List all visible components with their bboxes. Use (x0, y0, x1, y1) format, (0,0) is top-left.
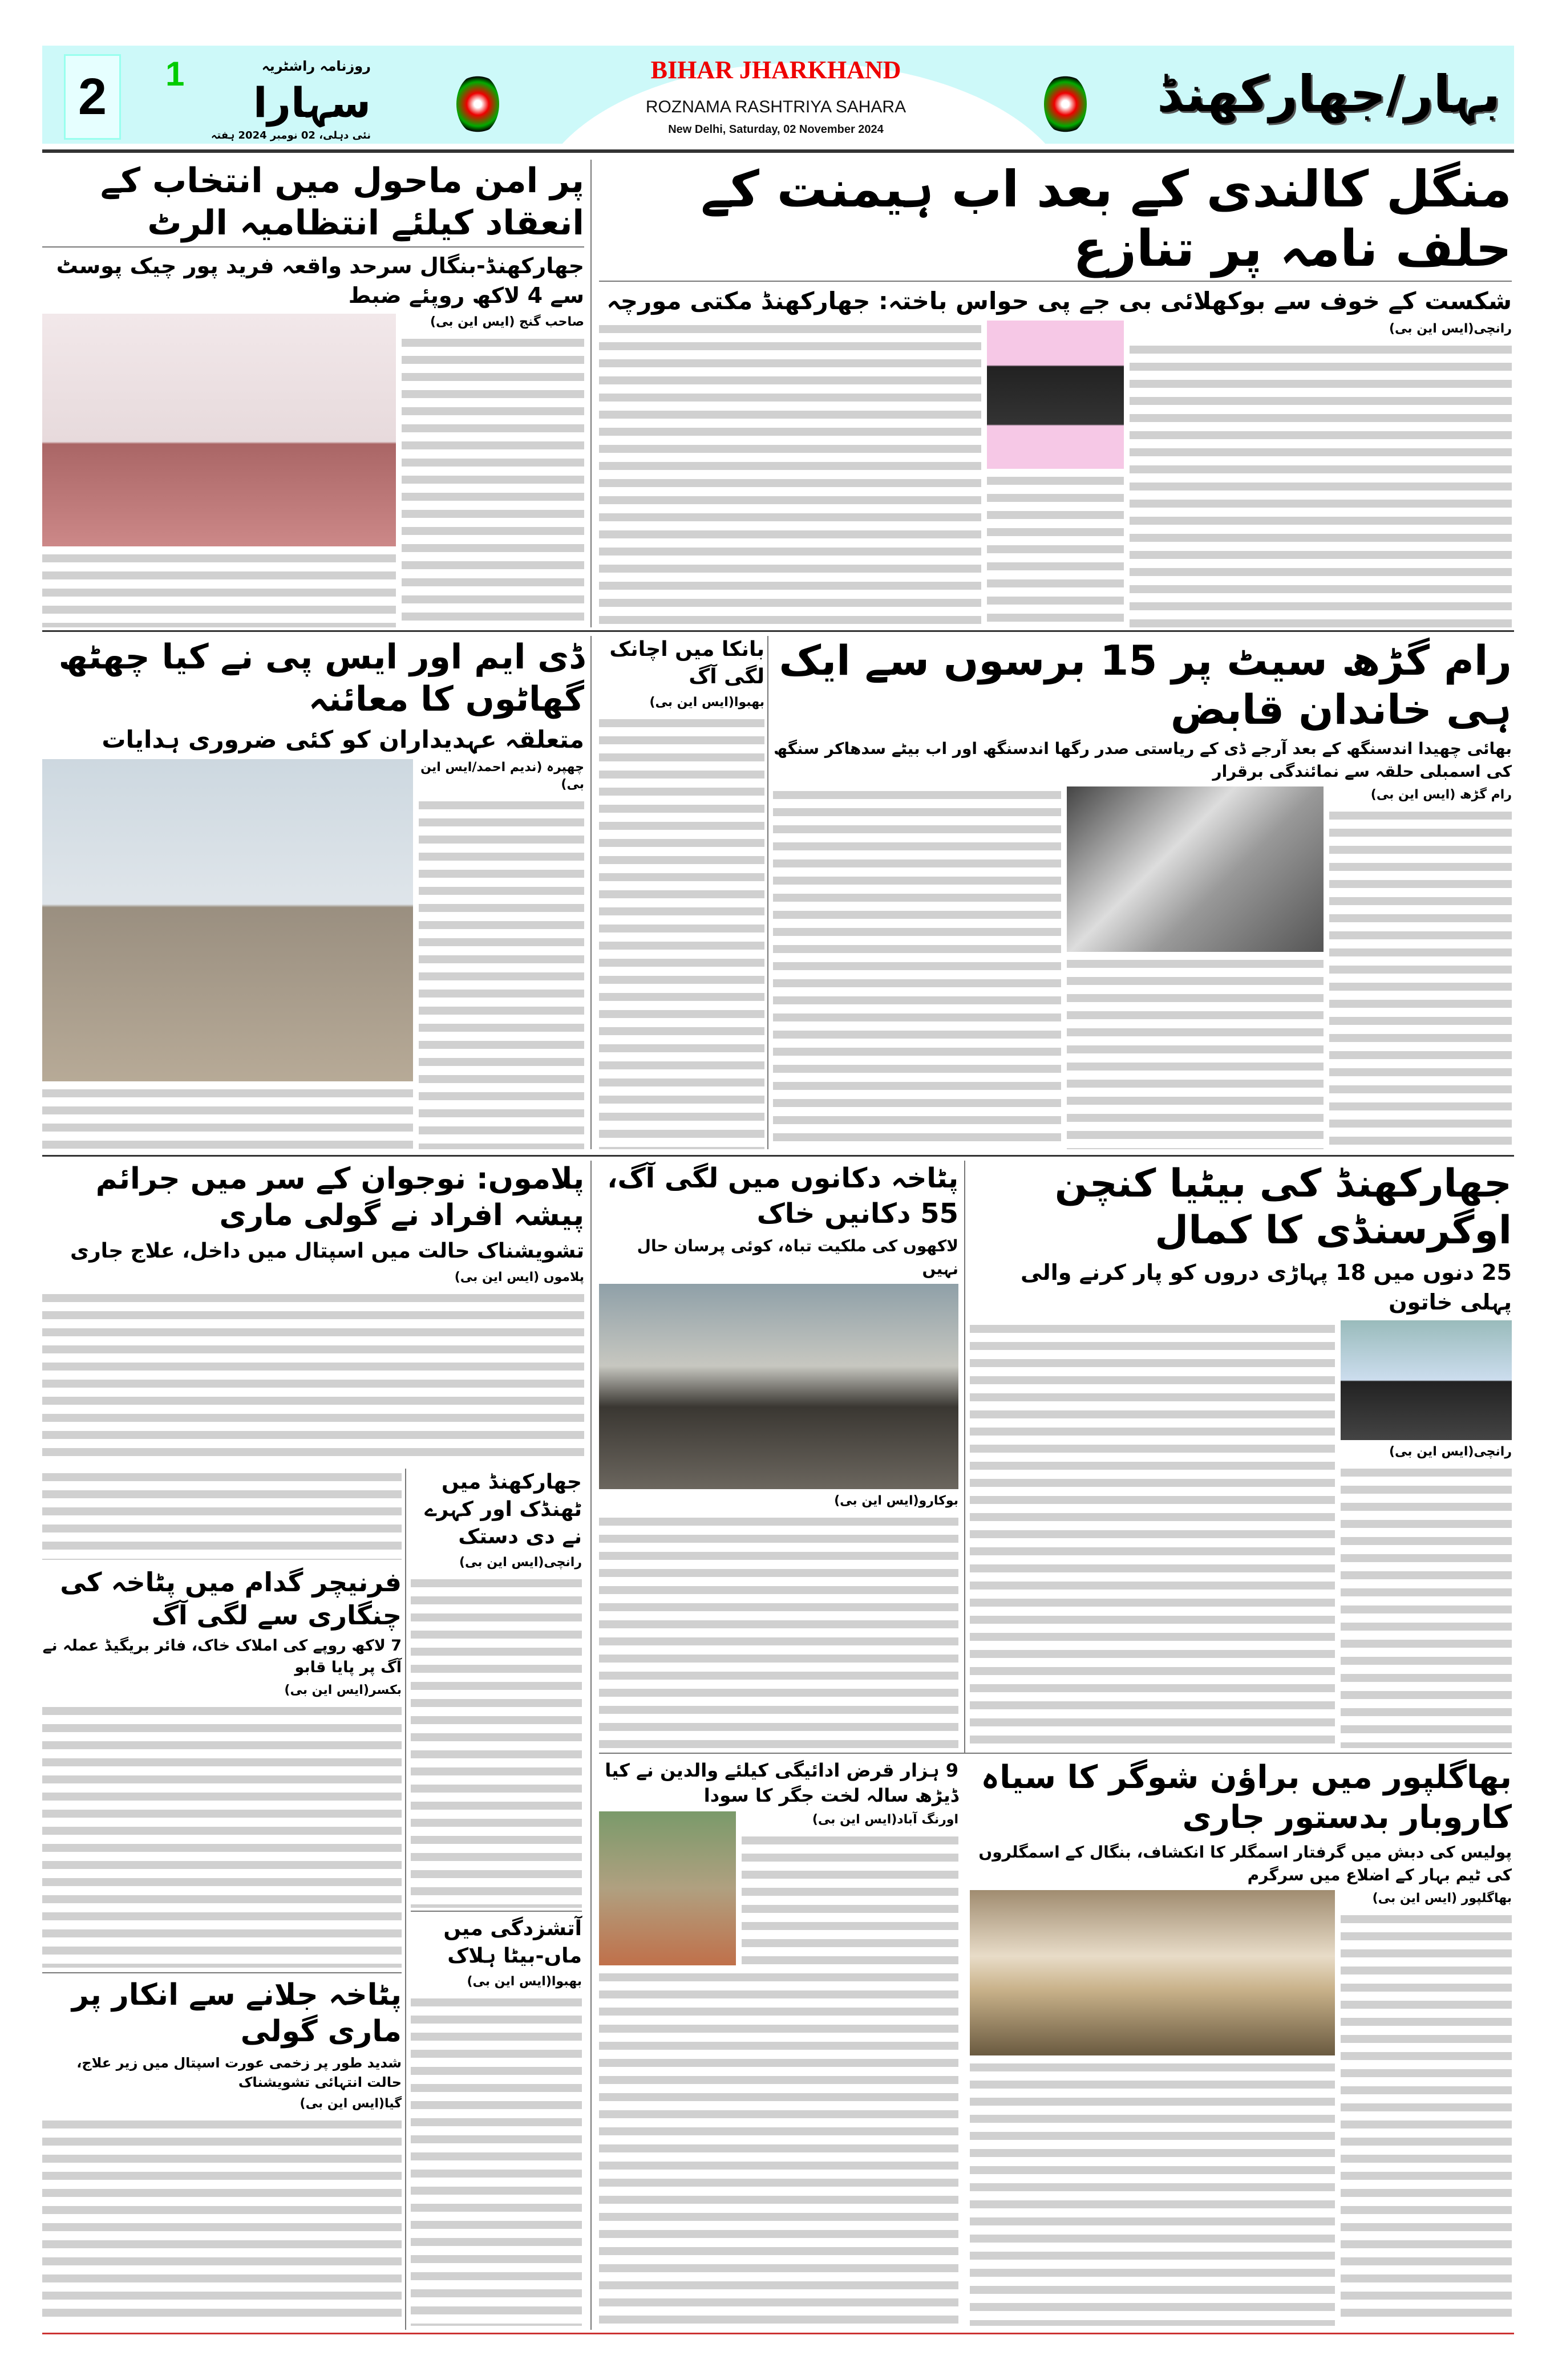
shot-headline: پٹاخہ جلانے سے انکار پر ماری گولی (71, 1978, 402, 2049)
brown-sugar-headline: بھاگلپور میں براؤن شوگر کا سیاہ کاروبار بدستور جاری (981, 1759, 1512, 1836)
shot-subhead: شدید طور پر زخمی عورت اسپتال میں زیر علاج، حالت انتہائی تشویشناک (76, 2055, 402, 2090)
dm-sp-subhead: متعلقہ عہدیداران کو کئی ضروری ہدایات (102, 725, 584, 753)
bank-fire-byline: بھبوا(ایس این بی) (649, 695, 764, 709)
brown-sugar-body-right (1341, 1911, 1512, 2326)
lead-headline: منگل کالندی کے بعد اب ہیمنت کے حلف نامہ پر تنازع (599, 160, 1512, 282)
column-divider (964, 1161, 965, 1754)
ramgarh-headline: رام گڑھ سیٹ پر 15 برسوں سے ایک ہی خاندان قابض (779, 636, 1512, 733)
beti-story (970, 1161, 1512, 1748)
brown-sugar-subhead: پولیس کی دبش میں گرفتار اسمگلر کا انکشاف، بنگال کے اسمگلروں کی ٹیم بہار کے اضلاع میں سرگرم (978, 1843, 1512, 1884)
palamu-body (42, 1290, 584, 1463)
election-subhead: جھارکھنڈ-بنگال سرحد واقعہ فرید پور چیک پوسٹ سے 4 لاکھ روپئے ضبط (56, 253, 584, 308)
dm-sp-headline: ڈی ایم اور ایس پی نے کیا چھٹھ گھاٹوں کا معائنہ (58, 637, 584, 719)
dm-sp-right-column (419, 759, 584, 1149)
lead-subhead: شکست کے خوف سے بوکھلائی بی جے پی حواس باختہ: جھارکھنڈ مکتی مورچہ (606, 287, 1512, 315)
column-divider (590, 160, 592, 627)
ramgarh-body-left (773, 786, 1061, 1149)
anniversary-mark: 1 (165, 55, 185, 93)
firecracker-shops-story (599, 1161, 958, 1748)
godown-body (42, 1702, 402, 1968)
dm-sp-content (42, 759, 584, 1149)
debt-headline: 9 ہزار قرض ادائیگی کیلئے والدین نے کیا ڈیڑھ سالہ لخت جگر کا سودا (605, 1759, 958, 1806)
lead-byline: رانچی(ایس این بی) (1389, 322, 1512, 336)
lead-right-column (1130, 321, 1512, 627)
footer-rule (42, 2333, 1514, 2334)
ramgarh-body-right (1329, 807, 1512, 1149)
dateline: New Delhi, Saturday, 02 November 2024 (668, 123, 884, 136)
brown-sugar-right-column (1341, 1890, 1512, 2326)
palamu-byline: پلاموں (ایس این بی) (454, 1270, 584, 1284)
brown-sugar-body (970, 2059, 1335, 2326)
palamu-subhead: تشویشناک حالت میں اسپتال میں داخل، علاج جاری (70, 1239, 584, 1263)
column-divider (590, 636, 592, 1149)
chhath-tragedy-headline: جھارکھنڈ میں ٹھنڈک اور کہرے نے دی دستک (424, 1470, 582, 1548)
beti-right-column (1341, 1320, 1512, 1748)
section-rule (42, 630, 1514, 632)
election-left-column (42, 314, 396, 627)
divider (599, 1753, 1512, 1754)
shot-byline: گیا(ایس این بی) (300, 2097, 402, 2111)
election-byline: صاحب گنج (ایس این بی) (430, 315, 584, 329)
firecracker-shops-body (599, 1513, 958, 1748)
column-divider (590, 1161, 592, 2330)
mother-son-headline: آتشزدگی میں ماں-بیٹا ہلاک (443, 1917, 582, 1968)
mother-son-byline: بھبوا(ایس این بی) (467, 1974, 582, 1989)
beti-photo (1341, 1320, 1512, 1440)
election-photo (42, 314, 396, 546)
brown-sugar-byline: بھاگلپور (ایس این بی) (1372, 1891, 1512, 1905)
lead-photo (987, 321, 1124, 469)
godown-story (42, 1566, 402, 1968)
election-headline: پر امن ماحول میں انتخاب کے انعقاد کیلئے انتظامیہ الرٹ (42, 160, 584, 248)
debt-story (599, 1758, 958, 2326)
ramgarh-middle-column (1067, 786, 1324, 1149)
firecracker-shops-byline: بوکارو(ایس این بی) (834, 1494, 958, 1508)
ramgarh-body-middle (1067, 955, 1324, 1149)
emblem-icon (456, 74, 499, 134)
chhath-tragedy-byline: رانچی(ایس این بی) (459, 1555, 582, 1570)
lead-content (599, 321, 1512, 627)
lead-body-right (1130, 341, 1512, 627)
ramgarh-byline: رام گڑھ (ایس این بی) (1370, 788, 1512, 802)
palamu-story (42, 1161, 584, 1463)
bank-fire-headline: بانکا میں اچانک لگی آگ (609, 638, 764, 688)
lead-photo-column (987, 321, 1124, 627)
masthead-rule (42, 149, 1514, 153)
dm-sp-byline: چھپرہ (ندیم احمد/ایس این بی) (420, 760, 584, 792)
ramgarh-right-column (1329, 786, 1512, 1149)
debt-top-column (742, 1811, 958, 1965)
section-title: بہار/جھارکھنڈ (1157, 64, 1500, 123)
ramgarh-photo (1067, 786, 1324, 952)
beti-byline: رانچی(ایس این بی) (1389, 1445, 1512, 1459)
lead-story (599, 160, 1512, 627)
mother-son-story (411, 1915, 582, 2326)
debt-body (599, 1969, 958, 2326)
godown-subhead: 7 لاکھ روپے کی املاک خاک، فائر بریگیڈ عملہ نے آگ پر پایا قابو (42, 1637, 402, 1676)
debt-photo (599, 1811, 736, 1965)
dm-sp-body-right (419, 797, 584, 1149)
firecracker-shops-subhead: لاکھوں کی ملکیت تباہ، کوئی پرسان حال نہیں (637, 1236, 958, 1278)
debt-body-top (742, 1832, 958, 1965)
column-divider (767, 636, 768, 1149)
lead-body-left (599, 321, 981, 627)
godown-byline: بکسر(ایس این بی) (284, 1683, 402, 1697)
paper-name: ROZNAMA RASHTRIYA SAHARA (645, 98, 906, 116)
firecracker-shops-photo (599, 1284, 958, 1489)
logo-top: روزنامہ راشٹریہ (261, 58, 371, 74)
election-story (42, 160, 584, 627)
dm-sp-body-bottom (42, 1085, 413, 1149)
shot-body (42, 2116, 402, 2326)
ramgarh-content (773, 786, 1512, 1149)
brown-sugar-story (970, 1758, 1512, 2326)
firecracker-shops-headline: پٹاخہ دکانوں میں لگی آگ، 55 دکانیں خاک (607, 1162, 958, 1230)
chhath-tragedy-body (411, 1575, 582, 1908)
divider (411, 1911, 582, 1912)
election-body-right (402, 334, 584, 627)
ramgarh-story (773, 636, 1512, 1149)
column-divider (405, 1469, 406, 2330)
debt-byline: اورنگ آباد(ایس این بی) (812, 1813, 958, 1827)
beti-headline: جھارکھنڈ کی بیٹیا کنچن اوگرسنڈی کا کمال (1054, 1161, 1512, 1253)
page-number: 2 (64, 54, 121, 140)
logo: سہارا (253, 79, 371, 127)
debt-top-row (599, 1811, 958, 1965)
dm-sp-story (42, 636, 584, 1149)
bank-fire-story (599, 636, 764, 1149)
beti-body-left (970, 1320, 1335, 1748)
beti-body-right (1341, 1464, 1512, 1748)
shot-story (42, 1977, 402, 2326)
brown-sugar-content (970, 1890, 1512, 2326)
section-rule (42, 1155, 1514, 1157)
election-body-bottom (42, 550, 396, 627)
beti-content (970, 1320, 1512, 1748)
godown-headline: فرنیچر گدام میں پٹاخہ کی چنگاری سے لگی آگ (60, 1567, 402, 1631)
ramgarh-subhead: بھائی چھیدا اندسنگھ کے بعد آرجے ڈی کے ریاستی صدر رگھا اندسنگھ اور اب بیٹے سدھاکر سنگھ کی اسمبلی حلقہ سے نمائندگی برقرار (774, 739, 1512, 781)
emblem-icon (1044, 74, 1087, 134)
divider (42, 1972, 402, 1973)
urdu-dateline: نئی دہلی، 02 نومبر 2024 ہفتہ (211, 129, 371, 141)
bank-fire-body (599, 715, 764, 1149)
lead-body-photo (987, 472, 1124, 627)
chhath-tragedy-story (411, 1469, 582, 1908)
palamu-headline: پلاموں: نوجوان کے سر میں جرائم پیشہ افراد نے گولی ماری (95, 1162, 584, 1232)
mother-son-body (411, 1994, 582, 2326)
dm-sp-left-column (42, 759, 413, 1149)
brown-sugar-left-column (970, 1890, 1335, 2326)
dm-sp-photo (42, 759, 413, 1081)
beti-subhead: 25 دنوں میں 18 پہاڑی دروں کو پار کرنے والی پہلی خاتون (1020, 1260, 1512, 1315)
election-content (42, 314, 584, 627)
election-right-column (402, 314, 584, 627)
edition-title: BIHAR JHARKHAND (650, 56, 901, 84)
brown-sugar-photo (970, 1890, 1335, 2055)
palamu-body-continued (42, 1469, 402, 1560)
